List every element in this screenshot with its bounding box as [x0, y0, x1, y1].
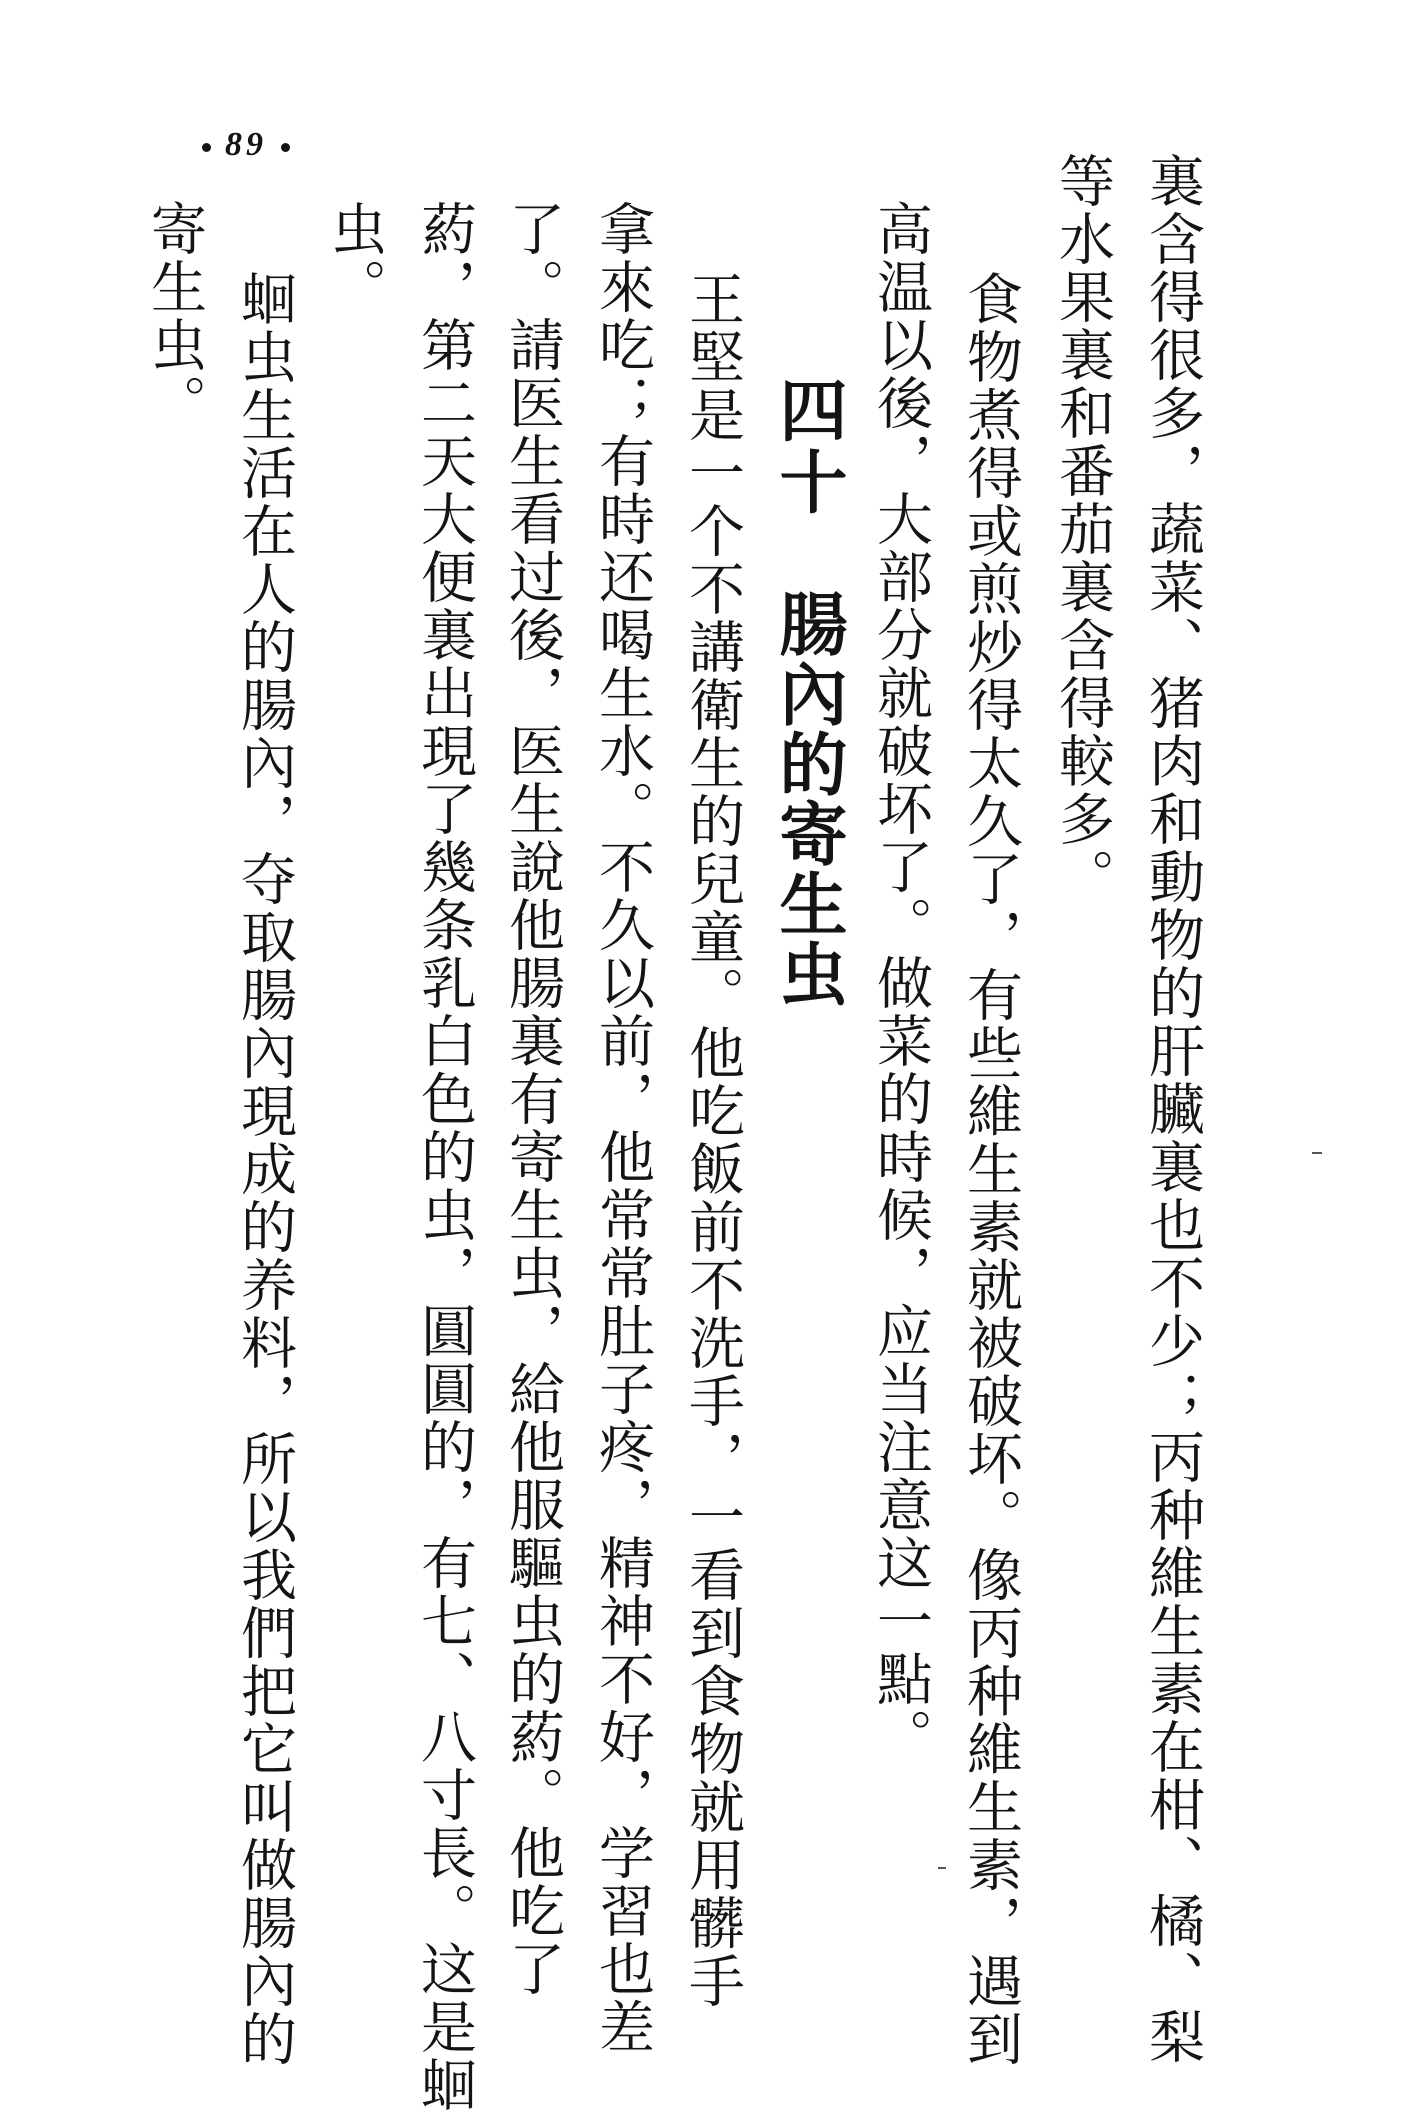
text-column: 王堅是一个不講衛生的兒童。他吃飯前不洗手，一看到食物就用髒手	[680, 270, 745, 2010]
text-column: 裏含得很多，蔬菜、猪肉和動物的肝臟裏也不少；丙种維生素在柑、橘、梨	[1140, 152, 1205, 2066]
page-number-dot-left	[202, 143, 211, 152]
text-column: 葯，第二天大便裏出現了幾条乳白色的虫，圓圓的，有七、八寸長。这是蛔	[412, 200, 477, 2114]
scan-speck	[938, 1867, 946, 1869]
text-column: 寄生虫。	[142, 200, 207, 432]
scan-speck	[1312, 1152, 1322, 1154]
page-number	[188, 126, 304, 164]
text-column: 等水果裏和番茄裏含得較多。	[1050, 152, 1115, 906]
page-number-text: 89	[225, 126, 267, 163]
text-column: 蛔虫生活在人的腸內，夺取腸內現成的养料，所以我們把它叫做腸內的	[232, 270, 297, 2068]
section-heading	[768, 375, 846, 1009]
page-number-dot-right	[281, 143, 290, 152]
text-column: 食物煮得或煎炒得太久了，有些維生素就被破坏。像丙种維生素，遇到	[958, 270, 1023, 2068]
section-title: 腸內的寄生虫	[768, 589, 847, 1009]
text-column: 虫。	[322, 200, 387, 316]
text-column: 高温以後，大部分就破坏了。做菜的時候，应当注意这一點。	[868, 200, 933, 1766]
text-column: 拿來吃；有時还喝生水。不久以前，他常常肚子疼，精神不好，学習也差	[590, 200, 655, 2056]
text-column: 了。請医生看过後，医生說他腸裏有寄生虫，給他服驅虫的葯。他吃了	[500, 200, 565, 1998]
section-number: 四十	[768, 375, 847, 519]
